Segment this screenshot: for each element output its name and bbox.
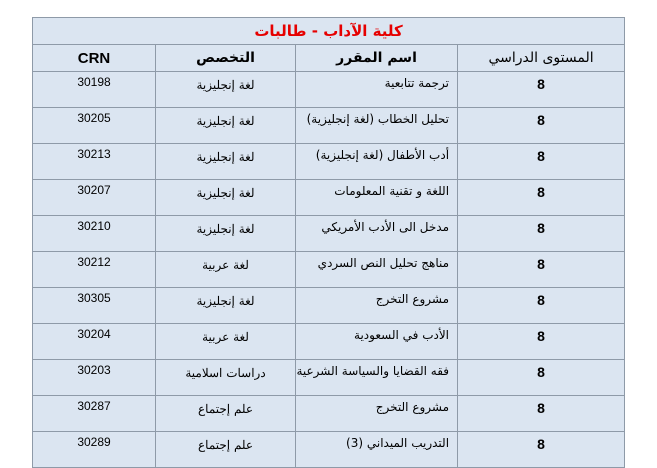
table-row — [33, 216, 625, 252]
table-row — [33, 72, 625, 108]
table-row — [33, 144, 625, 180]
major-cell: لغة إنجليزية — [156, 72, 296, 108]
table-row — [33, 252, 625, 288]
crn-cell: 30213 — [33, 144, 156, 180]
course-name-cell: التدريب الميداني (3) — [296, 432, 458, 468]
table-title-row — [33, 18, 625, 45]
level-cell: 8 — [458, 432, 625, 468]
table-title: كلية الآداب - طالبات — [33, 18, 625, 45]
major-cell: دراسات اسلامية — [156, 360, 296, 396]
major-cell: لغة إنجليزية — [156, 216, 296, 252]
major-cell: لغة عربية — [156, 252, 296, 288]
crn-cell: 30287 — [33, 396, 156, 432]
schedule-table-container — [32, 17, 624, 468]
course-name-cell: مدخل الى الأدب الأمريكي — [296, 216, 458, 252]
crn-cell: 30210 — [33, 216, 156, 252]
level-cell: 8 — [458, 252, 625, 288]
crn-cell: 30203 — [33, 360, 156, 396]
level-cell: 8 — [458, 180, 625, 216]
crn-cell: 30212 — [33, 252, 156, 288]
major-cell: علم إجتماع — [156, 396, 296, 432]
crn-cell: 30205 — [33, 108, 156, 144]
major-cell: لغة إنجليزية — [156, 288, 296, 324]
header-major: التخصص — [156, 45, 296, 72]
crn-cell: 30204 — [33, 324, 156, 360]
level-cell: 8 — [458, 216, 625, 252]
table-row — [33, 360, 625, 396]
table-row — [33, 180, 625, 216]
crn-cell: 30289 — [33, 432, 156, 468]
course-name-cell: الأدب في السعودية — [296, 324, 458, 360]
level-cell: 8 — [458, 360, 625, 396]
header-crn: CRN — [33, 45, 156, 72]
course-name-cell: مشروع التخرج — [296, 396, 458, 432]
level-cell: 8 — [458, 144, 625, 180]
header-course: اسم المقرر — [296, 45, 458, 72]
course-name-cell: ترجمة تتابعية — [296, 72, 458, 108]
course-name-cell: فقه القضايا والسياسة الشرعية — [296, 360, 458, 396]
course-name-cell: مشروع التخرج — [296, 288, 458, 324]
major-cell: علم إجتماع — [156, 432, 296, 468]
header-row — [33, 45, 625, 72]
course-name-cell: مناهج تحليل النص السردي — [296, 252, 458, 288]
table-row — [33, 108, 625, 144]
header-level: المستوى الدراسي — [458, 45, 625, 72]
course-name-cell: تحليل الخطاب (لغة إنجليزية) — [296, 108, 458, 144]
table-row — [33, 288, 625, 324]
major-cell: لغة عربية — [156, 324, 296, 360]
crn-cell: 30207 — [33, 180, 156, 216]
level-cell: 8 — [458, 324, 625, 360]
course-schedule-table — [32, 17, 625, 468]
course-name-cell: اللغة و تقنية المعلومات — [296, 180, 458, 216]
level-cell: 8 — [458, 72, 625, 108]
level-cell: 8 — [458, 108, 625, 144]
table-row — [33, 432, 625, 468]
major-cell: لغة إنجليزية — [156, 144, 296, 180]
table-row — [33, 396, 625, 432]
crn-cell: 30198 — [33, 72, 156, 108]
major-cell: لغة إنجليزية — [156, 180, 296, 216]
table-row — [33, 324, 625, 360]
major-cell: لغة إنجليزية — [156, 108, 296, 144]
level-cell: 8 — [458, 396, 625, 432]
level-cell: 8 — [458, 288, 625, 324]
crn-cell: 30305 — [33, 288, 156, 324]
course-name-cell: أدب الأطفال (لغة إنجليزية) — [296, 144, 458, 180]
